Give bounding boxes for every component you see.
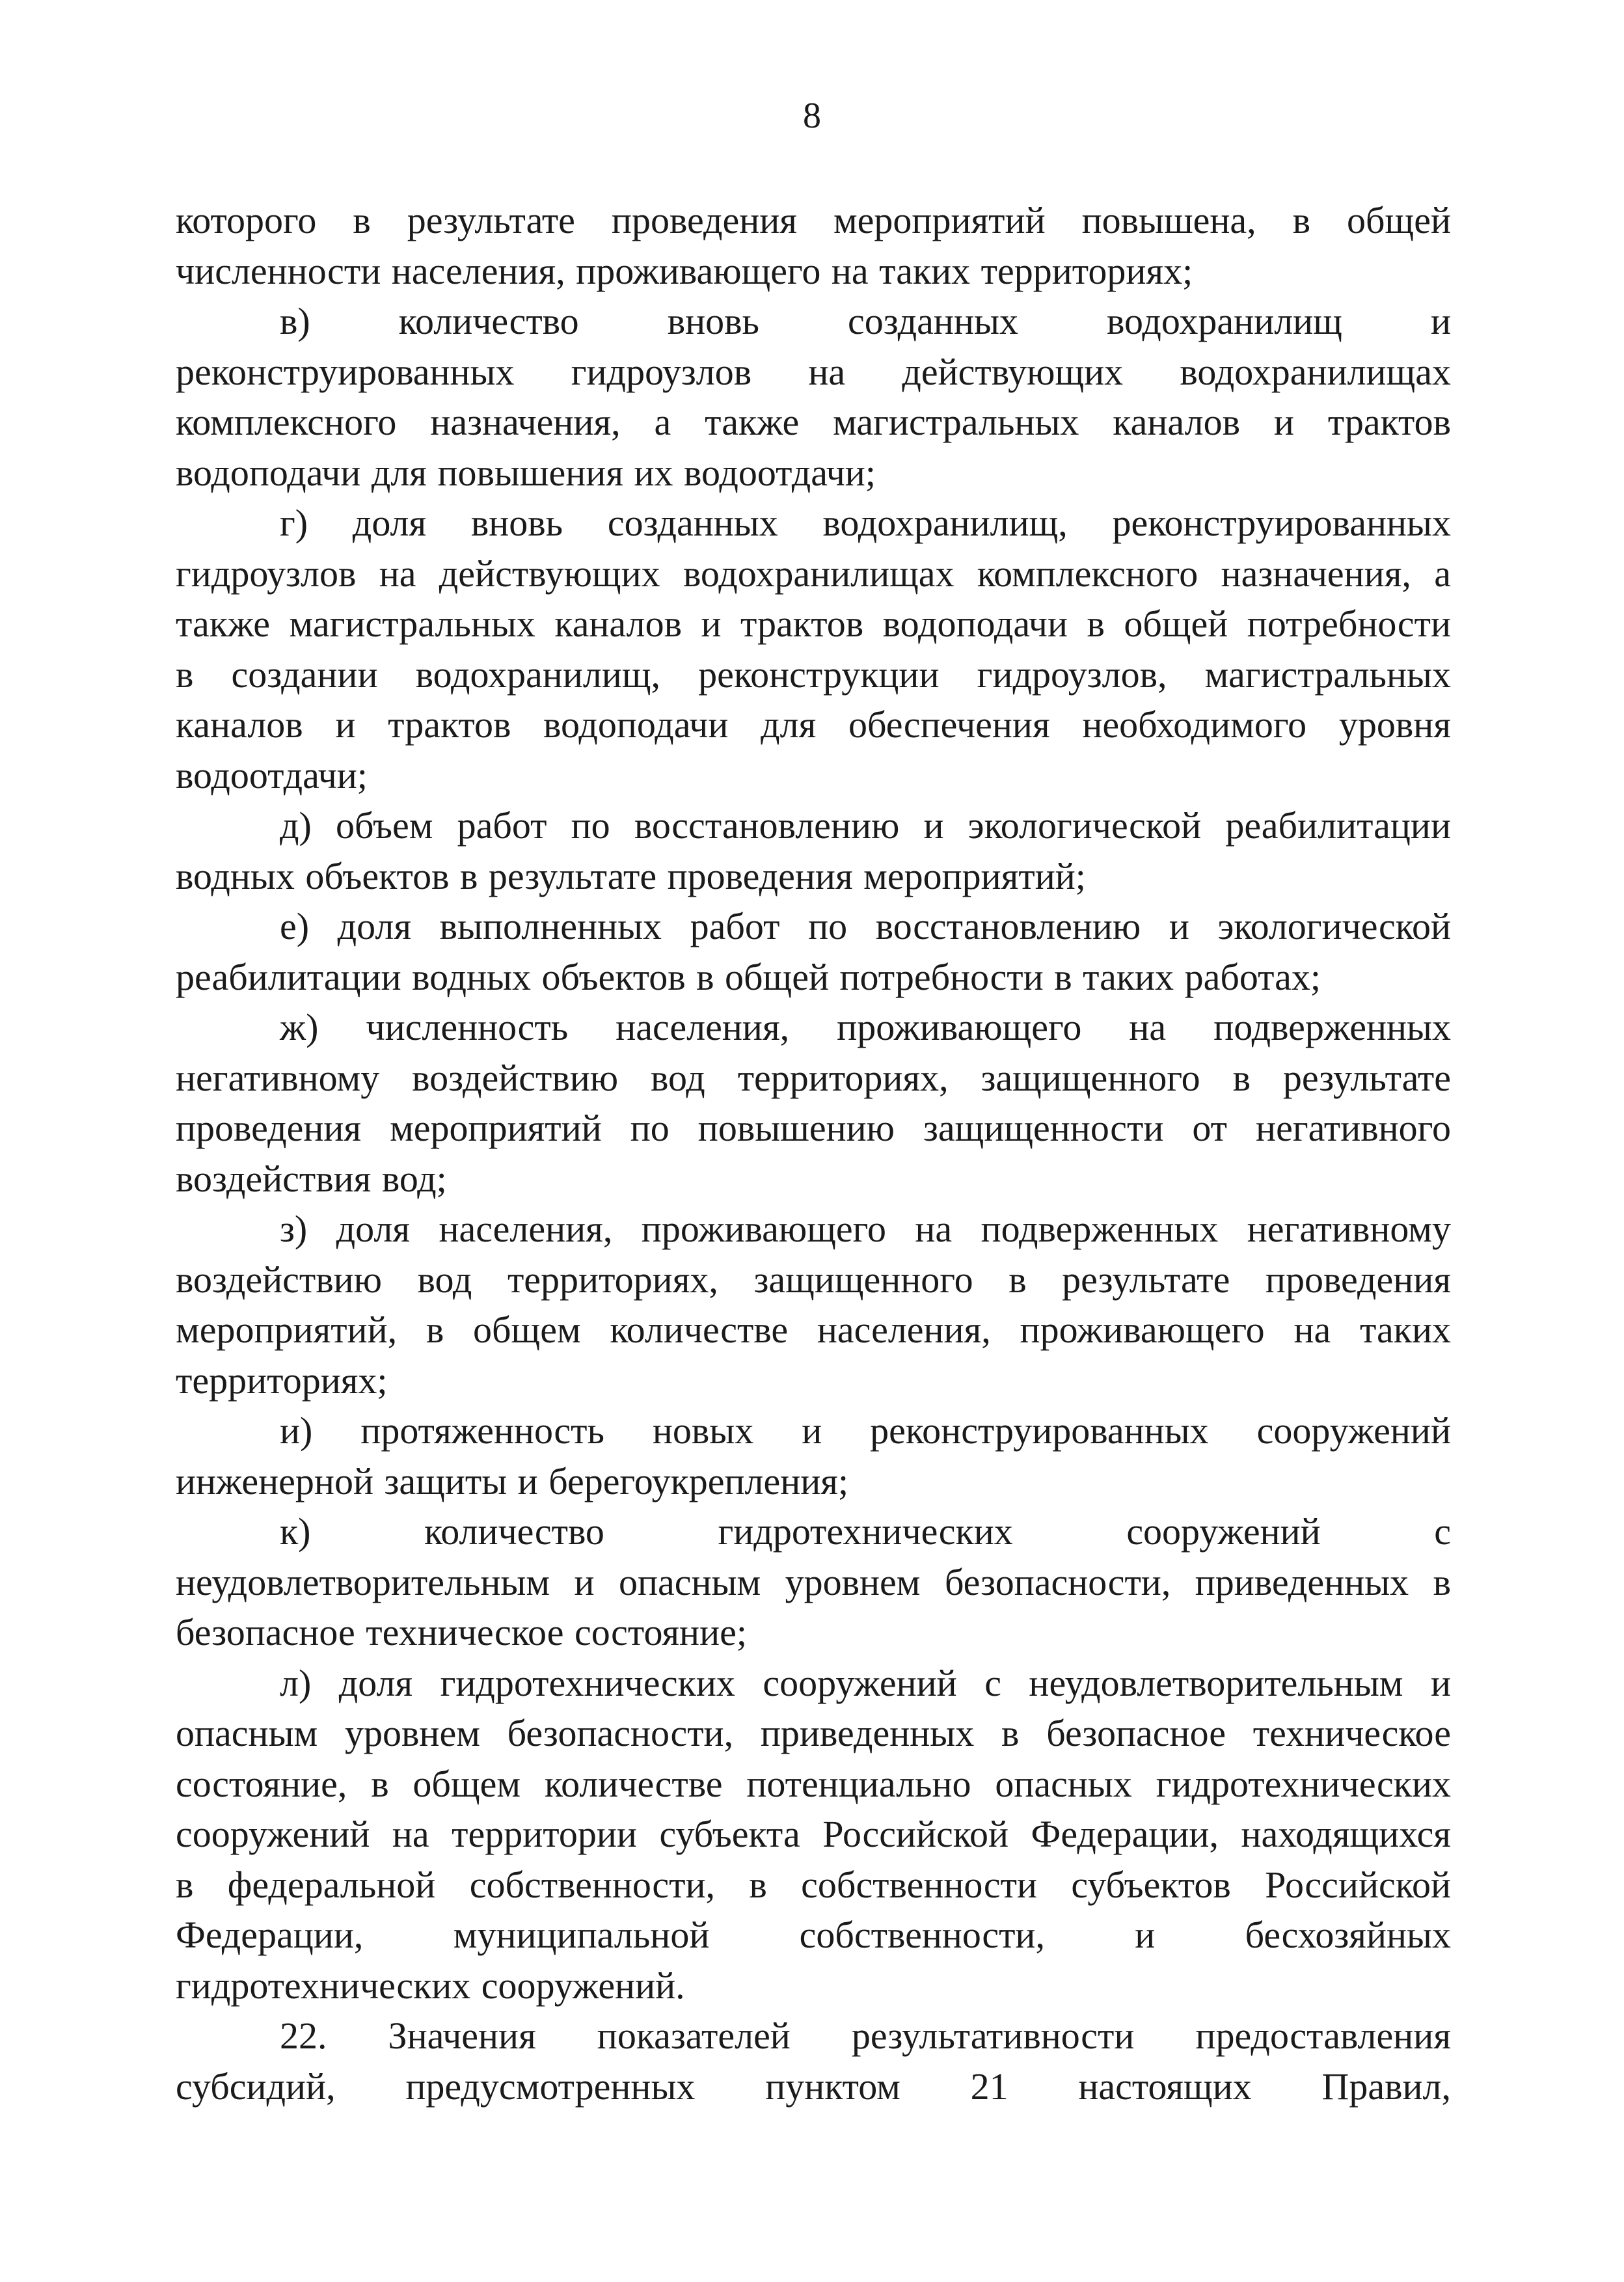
paragraph-item-i (176, 1406, 1451, 1506)
text-line: водных объектов в результате проведения мероприятий; (176, 854, 1086, 897)
text-line: водоотдачи; (176, 754, 368, 796)
text-line: 22. Значения показателей результативности предоставления (280, 2015, 1451, 2057)
text-line: проведения мероприятий по повышению защищенности от негативного (176, 1107, 1451, 1149)
text-line: сооружений на территории субъекта Российской Федерации, находящихся (176, 1813, 1451, 1855)
text-line: л) доля гидротехнических сооружений с неудовлетворительным и (280, 1661, 1451, 1704)
text-line: также магистральных каналов и трактов водоподачи в общей потребности (176, 603, 1451, 645)
text-line: территориях; (176, 1359, 388, 1402)
paragraph-point-22 (176, 2011, 1451, 2112)
text-line: инженерной защиты и берегоукрепления; (176, 1460, 849, 1502)
text-line: негативному воздействию вод территориях, защищенного в результате (176, 1056, 1451, 1099)
paragraph-item-d (176, 800, 1451, 901)
text-line: которого в результате проведения мероприятий повышена, в общей (176, 199, 1451, 241)
text-line: численности населения, проживающего на таких территориях; (176, 249, 1193, 292)
text-line: гидротехнических сооружений. (176, 1964, 685, 2007)
text-line: субсидий, предусмотренных пунктом 21 настоящих Правил, (176, 2065, 1451, 2108)
paragraph-item-z (176, 1204, 1451, 1406)
text-line: з) доля населения, проживающего на подверженных негативному (280, 1208, 1451, 1250)
text-line: в федеральной собственности, в собственности субъектов Российской (176, 1863, 1451, 1906)
text-line: опасным уровнем безопасности, приведенных в безопасное техническое (176, 1712, 1451, 1754)
text-line: состояние, в общем количестве потенциально опасных гидротехнических (176, 1762, 1451, 1805)
text-line: неудовлетворительным и опасным уровнем безопасности, приведенных в (176, 1560, 1451, 1603)
text-line: к) количество гидротехнических сооружений с (280, 1510, 1451, 1553)
text-line: е) доля выполненных работ по восстановлению и экологической (280, 905, 1451, 947)
text-line: гидроузлов на действующих водохранилищах комплексного назначения, а (176, 552, 1451, 595)
text-line: в создании водохранилищ, реконструкции гидроузлов, магистральных (176, 653, 1451, 696)
paragraph-item-k (176, 1506, 1451, 1658)
text-line: безопасное техническое состояние; (176, 1611, 747, 1653)
text-line: реконструированных гидроузлов на действующих водохранилищах (176, 350, 1451, 393)
text-line: водоподачи для повышения их водоотдачи; (176, 451, 876, 494)
text-line: мероприятий, в общем количестве населения, проживающего на таких (176, 1309, 1451, 1351)
text-line: в) количество вновь созданных водохранилищ и (280, 300, 1451, 342)
text-line: д) объем работ по восстановлению и экологической реабилитации (280, 804, 1451, 847)
paragraph-item-g (176, 498, 1451, 800)
text-line: ж) численность населения, проживающего на подверженных (280, 1006, 1451, 1048)
text-line: воздействию вод территориях, защищенного в результате проведения (176, 1258, 1451, 1301)
text-line: г) доля вновь созданных водохранилищ, реконструированных (280, 502, 1451, 544)
text-line: реабилитации водных объектов в общей потребности в таких работах; (176, 955, 1321, 998)
paragraph-item-zh (176, 1002, 1451, 1204)
document-body (176, 195, 1451, 2112)
text-line: Федерации, муниципальной собственности, и бесхозяйных (176, 1914, 1451, 1956)
text-line: воздействия вод; (176, 1157, 447, 1200)
text-line: и) протяженность новых и реконструированных сооружений (280, 1409, 1451, 1452)
paragraph-continuation (176, 195, 1451, 296)
text-line: комплексного назначения, а также магистральных каналов и трактов (176, 401, 1451, 443)
text-line: каналов и трактов водоподачи для обеспечения необходимого уровня (176, 703, 1451, 746)
paragraph-item-l (176, 1658, 1451, 2011)
page-number: 8 (803, 96, 821, 136)
paragraph-item-v (176, 296, 1451, 498)
paragraph-item-e (176, 901, 1451, 1002)
